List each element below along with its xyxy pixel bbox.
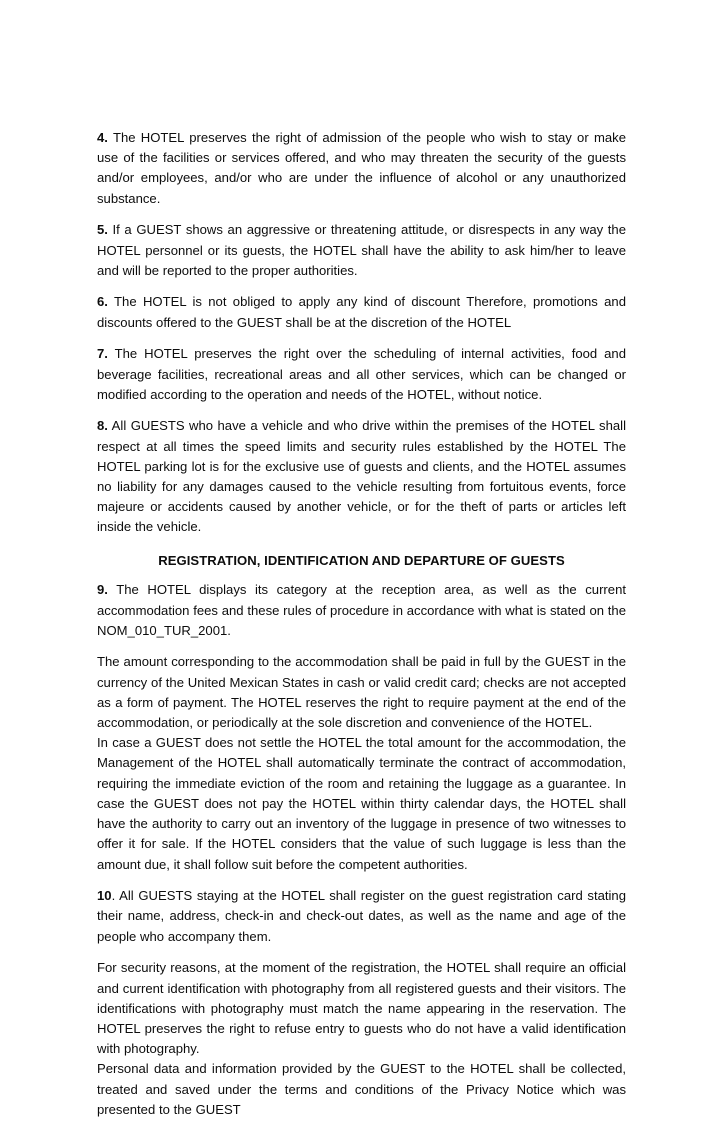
numbered-item-10	[97, 886, 626, 947]
item-number-10: 10	[97, 888, 112, 904]
page-top-margin	[0, 0, 724, 128]
section-heading-registration: REGISTRATION, IDENTIFICATION AND DEPARTURE OF GUESTS	[158, 553, 565, 569]
numbered-item-7	[97, 344, 626, 405]
item-text-6: The HOTEL is not obliged to apply any kind of discount Therefore, promotions and discounts offered to the GUEST shall be at the discretion of the HOTEL	[97, 294, 626, 330]
item-10-continuation-2: Personal data and information provided by the GUEST to the HOTEL shall be collected, treated and saved under the terms and conditions of the Privacy Notice which was presented to the GUEST	[97, 1061, 626, 1117]
item-text-7: The HOTEL preserves the right over the scheduling of internal activities, food and beverage facilities, recreational areas and all other services, which can be changed or modified according to the operation and needs of the HOTEL, without notice.	[97, 346, 626, 402]
item-number-8: 8.	[97, 418, 108, 434]
item-text-10: . All GUESTS staying at the HOTEL shall register on the guest registration card stating their name, address, check-in and check-out dates, as well as the name and age of the people who accompany them.	[97, 888, 626, 944]
item-number-4: 4.	[97, 130, 108, 145]
numbered-item-5	[97, 220, 626, 281]
document-body	[97, 128, 626, 1131]
numbered-item-8	[97, 416, 626, 537]
numbered-item-6	[97, 292, 626, 332]
item-9-continuation-2: In case a GUEST does not settle the HOTEL the total amount for the accommodation, the Management of the HOTEL shall automatically terminate the contract of accommodation, requiring the immediate eviction of the room and retaining the luggage as a guarantee. In case the GUEST does not pay the HOTEL within thirty calendar days, the HOTEL shall have the authority to carry out an inventory of the luggage in presence of two witnesses to offer it for sale. If the HOTEL considers that the value of such luggage is less than the amount due, it shall follow suit before the competent authorities.	[97, 735, 626, 872]
item-text-8: All GUESTS who have a vehicle and who drive within the premises of the HOTEL shall respect at all times the speed limits and security rules established by the HOTEL The HOTEL parking lot is for the exclusive use of guests and clients, and the HOTEL assumes no liability for any damages caused to the vehicle resulting from fortuitous events, force majeure or accidents caused by another vehicle, or for the theft of parts or articles left inside the vehicle.	[97, 418, 626, 535]
item-text-4: The HOTEL preserves the right of admission of the people who wish to stay or make use of the facilities or services offered, and who may threaten the security of the guests and/or employees, and/or who are under the influence of alcohol or any unauthorized substance.	[97, 130, 626, 206]
item-text-5: If a GUEST shows an aggressive or threatening attitude, or disrespects in any way the HOTEL personnel or its guests, the HOTEL shall have the ability to ask him/her to leave and will be reported to the proper authorities.	[97, 222, 626, 278]
numbered-item-4	[97, 128, 626, 209]
item-number-9: 9.	[97, 582, 108, 598]
item-text-9: The HOTEL displays its category at the reception area, as well as the current accommodation fees and these rules of procedure in accordance with what is stated on the NOM_010_TUR_2001.	[97, 582, 626, 638]
item-number-7: 7.	[97, 346, 108, 362]
item-9-continuation-1: The amount corresponding to the accommodation shall be paid in full by the GUEST in the currency of the United Mexican States in cash or valid credit card; checks are not accepted as a form of payment. The HOTEL reserves the right to require payment at the end of the accommodation, or periodically at the sole discretion and convenience of the HOTEL.	[97, 654, 626, 731]
item-number-6: 6.	[97, 294, 108, 310]
item-10-continuation-1: For security reasons, at the moment of the registration, the HOTEL shall require an official and current identification with photography from all registered guests and their visitors. The identifications with photography must match the name appearing in the reservation. The HOTEL preserves the right to refuse entry to guests who do not have a valid identification with photography.	[97, 960, 626, 1057]
item-number-5: 5.	[97, 222, 108, 238]
numbered-item-9	[97, 580, 626, 641]
